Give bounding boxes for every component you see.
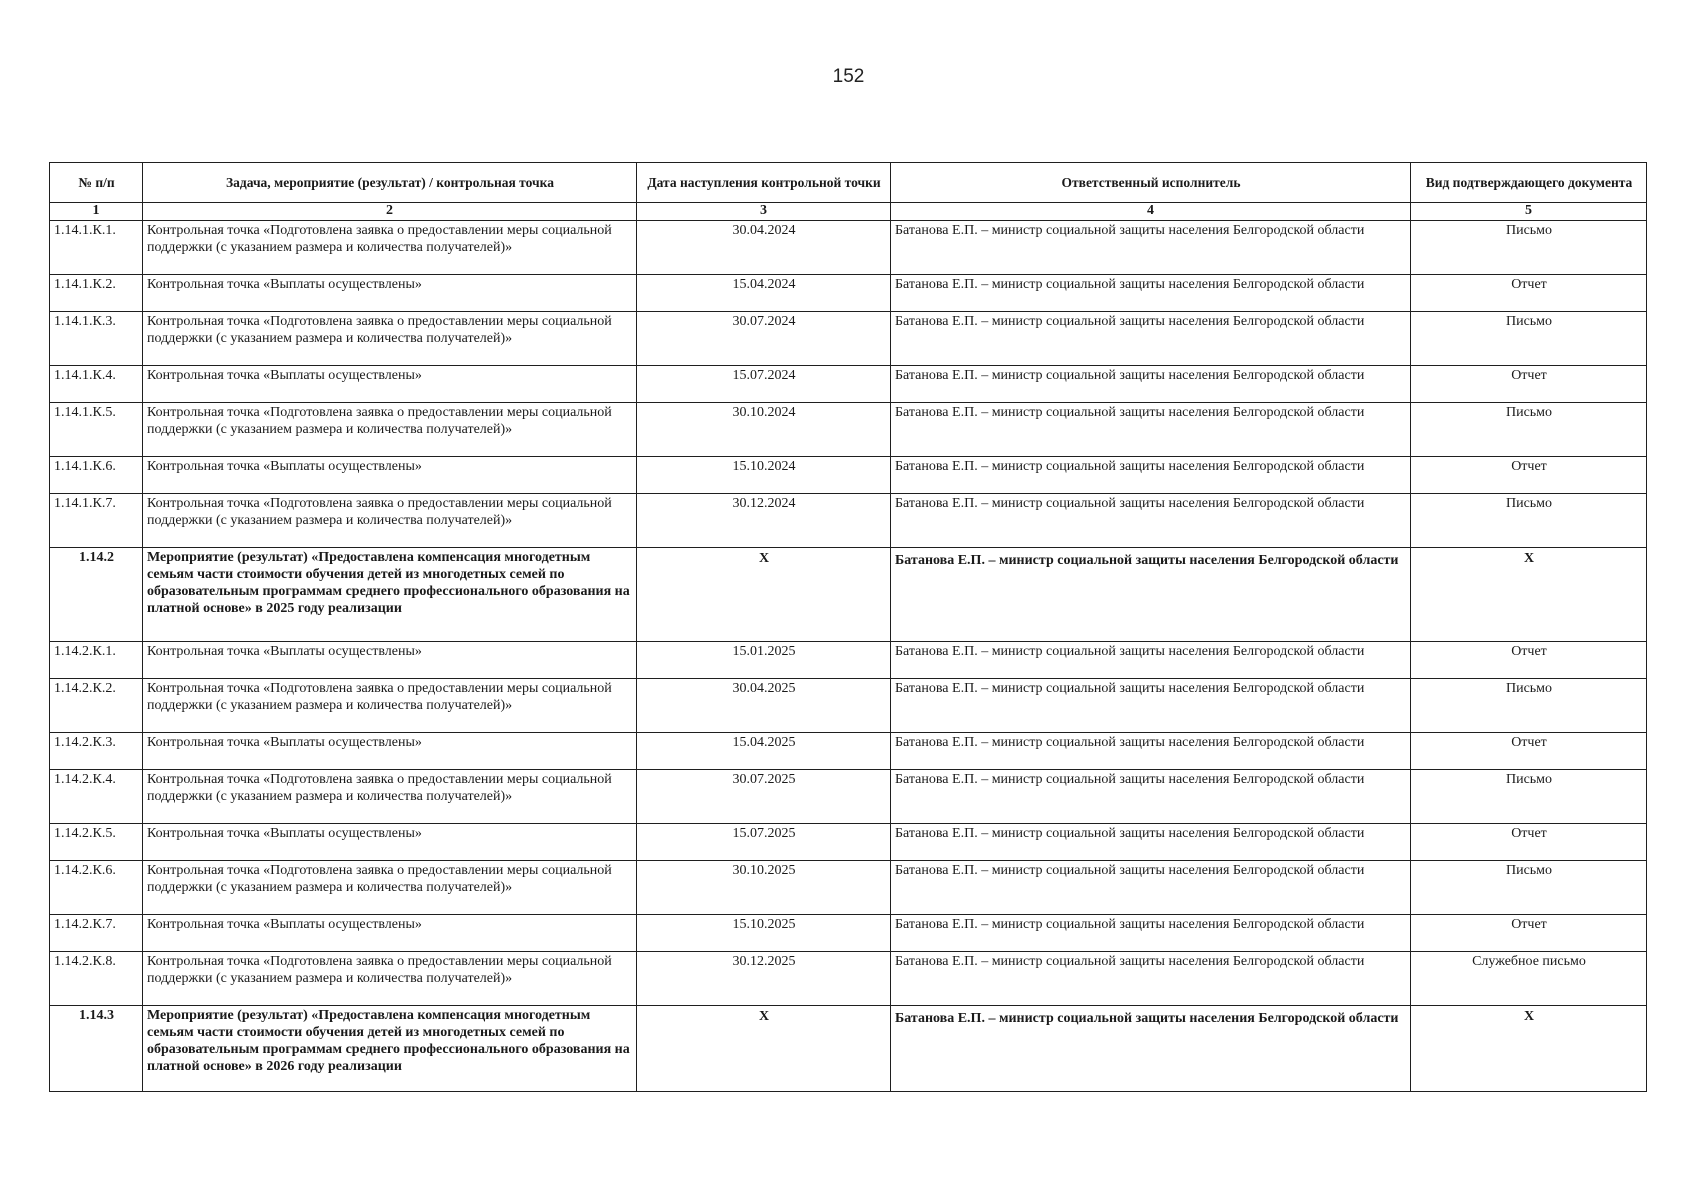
- row-date: 30.07.2025: [637, 770, 891, 824]
- row-responsible: Батанова Е.П. – министр социальной защиты населения Белгородской области: [891, 312, 1411, 366]
- header-date: Дата наступления контрольной точки: [637, 163, 891, 203]
- row-date: 30.10.2025: [637, 861, 891, 915]
- row-number: 1.14.1.К.1.: [50, 221, 143, 275]
- row-responsible: Батанова Е.П. – министр социальной защиты населения Белгородской области: [891, 679, 1411, 733]
- row-date: 30.04.2024: [637, 221, 891, 275]
- row-number: 1.14.1.К.2.: [50, 275, 143, 312]
- column-number: 1: [50, 203, 143, 221]
- row-task: Контрольная точка «Выплаты осуществлены»: [143, 642, 637, 679]
- row-date: 30.04.2025: [637, 679, 891, 733]
- row-task: Контрольная точка «Выплаты осуществлены»: [143, 915, 637, 952]
- row-number: 1.14.1.К.4.: [50, 366, 143, 403]
- control-point-row: [50, 679, 1647, 733]
- row-document: Письмо: [1411, 861, 1647, 915]
- row-task: Контрольная точка «Подготовлена заявка о предоставлении меры социальной поддержки (с указанием размера и количества получателей)»: [143, 679, 637, 733]
- control-point-row: [50, 275, 1647, 312]
- row-date: 15.04.2024: [637, 275, 891, 312]
- column-numbers-row: [50, 203, 1647, 221]
- row-responsible: Батанова Е.П. – министр социальной защиты населения Белгородской области: [891, 403, 1411, 457]
- row-task: Контрольная точка «Выплаты осуществлены»: [143, 366, 637, 403]
- row-date: 15.07.2025: [637, 824, 891, 861]
- row-date: 15.10.2025: [637, 915, 891, 952]
- row-document: Отчет: [1411, 824, 1647, 861]
- row-task: Контрольная точка «Выплаты осуществлены»: [143, 275, 637, 312]
- row-document: Х: [1411, 548, 1647, 642]
- table-header-row: [50, 163, 1647, 203]
- header-task: Задача, мероприятие (результат) / контрольная точка: [143, 163, 637, 203]
- control-point-row: [50, 861, 1647, 915]
- row-responsible: Батанова Е.П. – министр социальной защиты населения Белгородской области: [891, 457, 1411, 494]
- row-date: Х: [637, 1006, 891, 1092]
- row-date: Х: [637, 548, 891, 642]
- row-date: 15.04.2025: [637, 733, 891, 770]
- row-document: Письмо: [1411, 221, 1647, 275]
- row-responsible: Батанова Е.П. – министр социальной защиты населения Белгородской области: [891, 221, 1411, 275]
- row-number: 1.14.1.К.3.: [50, 312, 143, 366]
- row-number: 1.14.2.К.7.: [50, 915, 143, 952]
- row-task: Контрольная точка «Подготовлена заявка о предоставлении меры социальной поддержки (с указанием размера и количества получателей)»: [143, 494, 637, 548]
- row-responsible: Батанова Е.П. – министр социальной защиты населения Белгородской области: [891, 275, 1411, 312]
- row-responsible: Батанова Е.П. – министр социальной защиты населения Белгородской области: [891, 824, 1411, 861]
- row-responsible: Батанова Е.П. – министр социальной защиты населения Белгородской области: [891, 733, 1411, 770]
- row-responsible: Батанова Е.П. – министр социальной защиты населения Белгородской области: [891, 366, 1411, 403]
- control-point-row: [50, 366, 1647, 403]
- row-responsible: Батанова Е.П. – министр социальной защиты населения Белгородской области: [891, 952, 1411, 1006]
- row-number: 1.14.2.К.1.: [50, 642, 143, 679]
- row-number: 1.14.2.К.4.: [50, 770, 143, 824]
- row-date: 15.07.2024: [637, 366, 891, 403]
- row-responsible: Батанова Е.П. – министр социальной защиты населения Белгородской области: [891, 642, 1411, 679]
- row-number: 1.14.1.К.5.: [50, 403, 143, 457]
- row-number: 1.14.1.К.6.: [50, 457, 143, 494]
- activity-row: [50, 548, 1647, 642]
- row-date: 15.10.2024: [637, 457, 891, 494]
- control-point-row: [50, 494, 1647, 548]
- row-date: 30.12.2024: [637, 494, 891, 548]
- page-number: 152: [832, 66, 865, 87]
- row-number: 1.14.2.К.2.: [50, 679, 143, 733]
- row-document: Письмо: [1411, 403, 1647, 457]
- row-responsible: Батанова Е.П. – министр социальной защиты населения Белгородской области: [891, 494, 1411, 548]
- row-responsible: Батанова Е.П. – министр социальной защиты населения Белгородской области: [891, 548, 1411, 642]
- row-number: 1.14.2: [50, 548, 143, 642]
- control-point-row: [50, 733, 1647, 770]
- table-body: [50, 221, 1647, 1092]
- row-document: Х: [1411, 1006, 1647, 1092]
- row-date: 30.07.2024: [637, 312, 891, 366]
- control-point-row: [50, 770, 1647, 824]
- header-responsible: Ответственный исполнитель: [891, 163, 1411, 203]
- row-number: 1.14.2.К.6.: [50, 861, 143, 915]
- column-number: 3: [637, 203, 891, 221]
- header-document: Вид подтверждающего документа: [1411, 163, 1647, 203]
- control-point-row: [50, 952, 1647, 1006]
- row-number: 1.14.2.К.3.: [50, 733, 143, 770]
- column-number: 4: [891, 203, 1411, 221]
- row-document: Отчет: [1411, 457, 1647, 494]
- row-task: Мероприятие (результат) «Предоставлена компенсация многодетным семьям части стоимости обучения детей из многодетных семей по образовательным программам среднего профессионального образования на платной основе» в 2026 году реализации: [143, 1006, 637, 1092]
- row-task: Контрольная точка «Подготовлена заявка о предоставлении меры социальной поддержки (с указанием размера и количества получателей)»: [143, 861, 637, 915]
- column-number: 5: [1411, 203, 1647, 221]
- row-task: Мероприятие (результат) «Предоставлена компенсация многодетным семьям части стоимости обучения детей из многодетных семей по образовательным программам среднего профессионального образования на платной основе» в 2025 году реализации: [143, 548, 637, 642]
- control-point-row: [50, 221, 1647, 275]
- row-date: 15.01.2025: [637, 642, 891, 679]
- row-responsible: Батанова Е.П. – министр социальной защиты населения Белгородской области: [891, 1006, 1411, 1092]
- row-number: 1.14.2.К.8.: [50, 952, 143, 1006]
- control-point-row: [50, 915, 1647, 952]
- row-date: 30.12.2025: [637, 952, 891, 1006]
- activity-row: [50, 1006, 1647, 1092]
- row-responsible: Батанова Е.П. – министр социальной защиты населения Белгородской области: [891, 915, 1411, 952]
- row-task: Контрольная точка «Выплаты осуществлены»: [143, 824, 637, 861]
- row-document: Отчет: [1411, 915, 1647, 952]
- row-responsible: Батанова Е.П. – министр социальной защиты населения Белгородской области: [891, 861, 1411, 915]
- row-document: Письмо: [1411, 494, 1647, 548]
- column-number: 2: [143, 203, 637, 221]
- control-point-row: [50, 642, 1647, 679]
- row-task: Контрольная точка «Подготовлена заявка о предоставлении меры социальной поддержки (с указанием размера и количества получателей)»: [143, 312, 637, 366]
- row-document: Отчет: [1411, 733, 1647, 770]
- control-point-row: [50, 457, 1647, 494]
- row-number: 1.14.2.К.5.: [50, 824, 143, 861]
- row-task: Контрольная точка «Выплаты осуществлены»: [143, 457, 637, 494]
- row-document: Письмо: [1411, 679, 1647, 733]
- row-number: 1.14.3: [50, 1006, 143, 1092]
- row-number: 1.14.1.К.7.: [50, 494, 143, 548]
- row-task: Контрольная точка «Подготовлена заявка о предоставлении меры социальной поддержки (с указанием размера и количества получателей)»: [143, 770, 637, 824]
- row-task: Контрольная точка «Подготовлена заявка о предоставлении меры социальной поддержки (с указанием размера и количества получателей)»: [143, 221, 637, 275]
- row-responsible: Батанова Е.П. – министр социальной защиты населения Белгородской области: [891, 770, 1411, 824]
- control-point-row: [50, 312, 1647, 366]
- control-points-table: [49, 162, 1647, 1092]
- row-document: Отчет: [1411, 275, 1647, 312]
- row-date: 30.10.2024: [637, 403, 891, 457]
- row-document: Отчет: [1411, 642, 1647, 679]
- row-document: Письмо: [1411, 770, 1647, 824]
- control-point-row: [50, 824, 1647, 861]
- row-document: Отчет: [1411, 366, 1647, 403]
- header-number: № п/п: [50, 163, 143, 203]
- row-task: Контрольная точка «Выплаты осуществлены»: [143, 733, 637, 770]
- row-task: Контрольная точка «Подготовлена заявка о предоставлении меры социальной поддержки (с указанием размера и количества получателей)»: [143, 952, 637, 1006]
- row-task: Контрольная точка «Подготовлена заявка о предоставлении меры социальной поддержки (с указанием размера и количества получателей)»: [143, 403, 637, 457]
- row-document: Письмо: [1411, 312, 1647, 366]
- row-document: Служебное письмо: [1411, 952, 1647, 1006]
- control-point-row: [50, 403, 1647, 457]
